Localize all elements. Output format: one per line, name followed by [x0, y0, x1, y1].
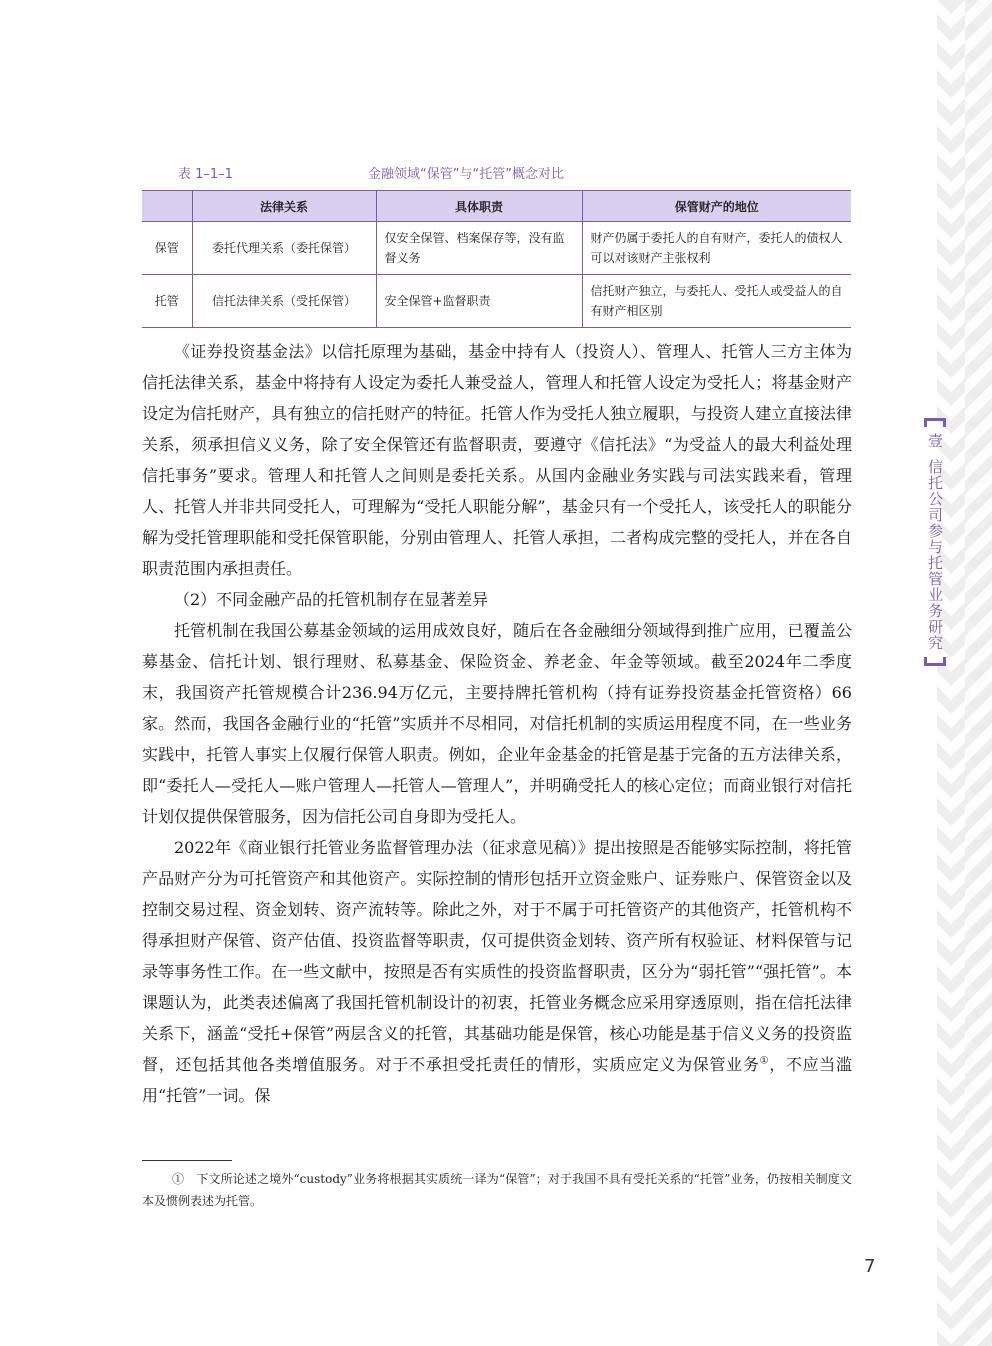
table-header-cell [142, 191, 192, 222]
table-cell-duty: 安全保管+监督职责 [376, 275, 582, 328]
table-cell-relation: 委托代理关系（委托保管） [192, 222, 376, 275]
table-caption-title: 金融领域“保管”与“托管”概念对比 [368, 167, 564, 182]
table-header-cell: 法律关系 [192, 191, 376, 222]
section-heading: （2）不同金融产品的托管机制存在显著差异 [174, 590, 489, 609]
paragraph-text: 2022年《商业银行托管业务监督管理办法（征求意见稿）》提出按照是否能够实际控制，将托管产品财产分为可托管资产和其他资产。实际控制的情形包括开立资金账户、证券账户、保管资金以及控制交易过程、资金划转、资产流转等。除此之外，对于不属于可托管资产的其他资产，托管机构不得承担财产保管、资产估值、投资监督等职责，仅可提供资金划转、资产所有权验证、材料保管与记录等事务性工作。在一些文献中，按照是否有实质性的投资监督职责，区分为“弱托管”“强托管”。本课题认为，此类表述偏离了我国托管机制设计的初衷，托管业务概念应采用穿透原则，指在信托法律关系下，涵盖“受托+保管”两层含义的托管，其基础功能是保管，核心功能是基于信义义务的投资监督，还包括其他各类增值服务。对于不承担受托责任的情形，实质应定义为保管业务 [142, 838, 852, 1074]
paragraph-text-tail: ，不应当滥用“托管”一词。保 [142, 1055, 852, 1105]
table-cell-status: 信托财产独立，与委托人、受托人或受益人的自有财产相区别 [582, 275, 851, 328]
table-header-row [142, 191, 851, 222]
paragraph [142, 832, 852, 1111]
table-row [142, 222, 851, 275]
bracket-top-icon [924, 418, 946, 427]
decorative-chevron-pattern [965, 0, 992, 1346]
footnote [142, 1168, 852, 1212]
table-cell-duty: 仅安全保管、档案保存等，没有监督义务 [376, 222, 582, 275]
chapter-label [926, 433, 944, 651]
paragraph: 《证券投资基金法》以信托原理为基础，基金中持有人（投资人）、管理人、托管人三方主体为信托法律关系，基金中将持有人设定为委托人兼受益人，管理人和托管人设定为受托人；将基金财产设定为信托财产，具有独立的信托财产的特征。托管人作为受托人独立履职，与投资人建立直接法律关系，须承担信义义务，除了安全保管还有监督职责，要遵守《信托法》“为受益人的最大利益处理信托事务”要求。管理人和托管人之间则是委托关系。从国内金融业务实践与司法实践来看，管理人、托管人并非共同受托人，可理解为“受托人职能分解”，基金只有一个受托人，该受托人的职能分解为受托管理职能和受托保管职能，分别由管理人、托管人承担，二者构成完整的受托人，并在各自职责范围内承担责任。 [142, 342, 852, 578]
table-cell-term: 托管 [142, 275, 192, 328]
table-header-cell: 具体职责 [376, 191, 582, 222]
table-cell-status: 财产仍属于委托人的自有财产，委托人的债权人可以对该财产主张权利 [582, 222, 851, 275]
body-text [142, 336, 852, 1111]
table-row [142, 275, 851, 328]
chapter-side-tab [922, 418, 948, 686]
footnote-reference[interactable]: ① [759, 1055, 770, 1067]
footnote-text: 下文所论述之境外“custody”业务将根据其实质统一译为“保管”；对于我国不具有受托关系的“托管”业务，仍按相关制度文本及惯例表述为托管。 [142, 1172, 852, 1208]
chapter-title: 信托公司参与托管业务研究 [926, 459, 944, 651]
chapter-number: 壹 [926, 433, 944, 449]
page-number: 7 [864, 1256, 876, 1277]
table-caption-number: 表 1–1–1 [178, 167, 233, 182]
footnote-divider [142, 1160, 232, 1161]
table-header-cell: 保管财产的地位 [582, 191, 851, 222]
footnote-line [142, 1168, 852, 1212]
paragraph: 托管机制在我国公募基金领域的运用成效良好，随后在各金融细分领域得到推广应用，已覆盖公募基金、信托计划、银行理财、私募基金、保险资金、养老金、年金等领域。截至2024年二季度末，我国资产托管规模合计236.94万亿元，主要持牌托管机构（持有证券投资基金托管资格）66家。然而，我国各金融行业的“托管”实质并不尽相同，对信托机制的实质运用程度不同，在一些业务实践中，托管人事实上仅履行保管人职责。例如，企业年金基金的托管是基于完备的五方法律关系，即“委托人—受托人—账户管理人—托管人—管理人”，并明确受托人的核心定位；而商业银行对信托计划仅提供保管服务，因为信托公司自身即为受托人。 [142, 621, 852, 826]
table-cell-relation: 信托法律关系（受托保管） [192, 275, 376, 328]
bracket-bottom-icon [924, 657, 946, 666]
footnote-mark: ① [172, 1172, 185, 1186]
table-cell-term: 保管 [142, 222, 192, 275]
comparison-table [142, 190, 851, 328]
